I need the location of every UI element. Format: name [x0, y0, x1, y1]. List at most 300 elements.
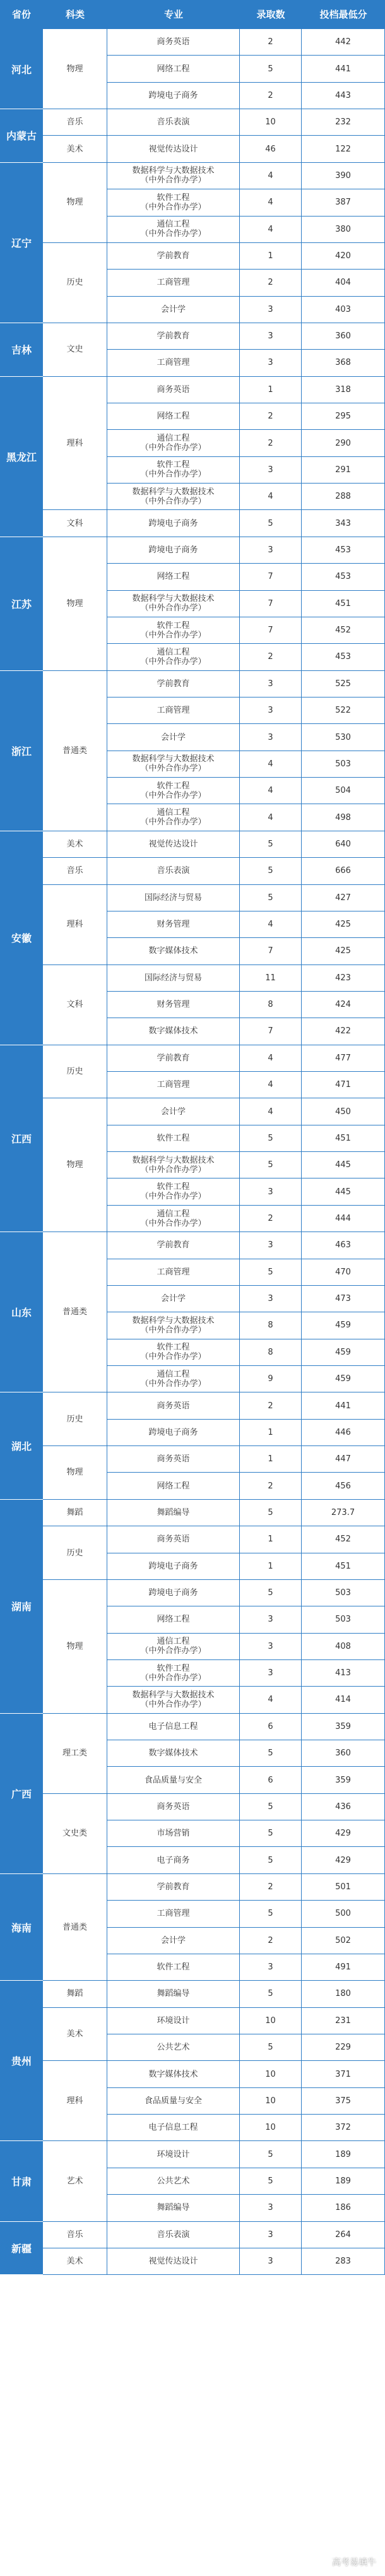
major-cell: 音乐表演: [107, 2222, 240, 2248]
province-cell: 海南: [0, 1874, 43, 1981]
province-cell: 河北: [0, 29, 43, 109]
min-score-cell: 459: [302, 1312, 385, 1339]
min-score-cell: 387: [302, 189, 385, 216]
min-score-cell: 452: [302, 1526, 385, 1553]
admitted-cell: 2: [240, 83, 302, 109]
major-cell: 工商管理: [107, 1259, 240, 1286]
province-cell: 贵州: [0, 1981, 43, 2141]
min-score-cell: 452: [302, 617, 385, 644]
admitted-cell: 5: [240, 1820, 302, 1847]
min-score-cell: 463: [302, 1232, 385, 1259]
major-cell: 工商管理: [107, 1901, 240, 1927]
min-score-cell: 522: [302, 697, 385, 724]
admitted-cell: 5: [240, 1901, 302, 1927]
watermark: 高考易填牛: [332, 2558, 376, 2568]
major-cell: 会计学: [107, 724, 240, 751]
category-cell: 物理: [43, 29, 107, 109]
admitted-cell: 2: [240, 1874, 302, 1901]
major-cell: 软件工程 （中外合作办学）: [107, 1178, 240, 1205]
major-cell: 舞蹈编导: [107, 1981, 240, 2007]
major-cell: 工商管理: [107, 697, 240, 724]
min-score-cell: 283: [302, 2248, 385, 2275]
min-score-cell: 343: [302, 510, 385, 537]
admitted-cell: 3: [240, 2195, 302, 2221]
admitted-cell: 4: [240, 751, 302, 778]
category-cell: 物理: [43, 1446, 107, 1500]
admitted-cell: 1: [240, 243, 302, 270]
min-score-cell: 504: [302, 778, 385, 804]
min-score-cell: 640: [302, 831, 385, 858]
min-score-cell: 503: [302, 1580, 385, 1606]
category-cell: 理工类: [43, 1714, 107, 1794]
major-cell: 市场营销: [107, 1820, 240, 1847]
admitted-cell: 3: [240, 2222, 302, 2248]
min-score-cell: 473: [302, 1286, 385, 1312]
min-score-cell: 491: [302, 1954, 385, 1981]
min-score-cell: 423: [302, 965, 385, 992]
min-score-cell: 359: [302, 1767, 385, 1793]
min-score-cell: 404: [302, 270, 385, 296]
min-score-cell: 424: [302, 992, 385, 1018]
category-cell: 历史: [43, 243, 107, 323]
min-score-cell: 229: [302, 2034, 385, 2061]
min-score-cell: 368: [302, 350, 385, 376]
min-score-cell: 425: [302, 938, 385, 965]
province-cell: 安徽: [0, 831, 43, 1045]
major-cell: 食品质量与安全: [107, 1767, 240, 1793]
major-cell: 学前教育: [107, 1232, 240, 1259]
min-score-cell: 264: [302, 2222, 385, 2248]
min-score-cell: 470: [302, 1259, 385, 1286]
category-cell: 文史类: [43, 1794, 107, 1874]
min-score-cell: 503: [302, 751, 385, 778]
major-cell: 电子信息工程: [107, 2115, 240, 2141]
min-score-cell: 359: [302, 1714, 385, 1740]
major-cell: 财务管理: [107, 992, 240, 1018]
admitted-cell: 5: [240, 1981, 302, 2007]
major-cell: 跨境电子商务: [107, 1553, 240, 1580]
admitted-cell: 11: [240, 965, 302, 992]
min-score-cell: 459: [302, 1339, 385, 1366]
admitted-cell: 9: [240, 1366, 302, 1392]
admitted-cell: 10: [240, 2115, 302, 2141]
major-cell: 商务英语: [107, 1794, 240, 1820]
min-score-cell: 447: [302, 1446, 385, 1473]
admitted-cell: 2: [240, 1473, 302, 1499]
major-cell: 舞蹈编导: [107, 2195, 240, 2221]
admitted-cell: 4: [240, 778, 302, 804]
major-cell: 软件工程 （中外合作办学）: [107, 617, 240, 644]
admitted-cell: 1: [240, 1553, 302, 1580]
province-cell: 山东: [0, 1232, 43, 1392]
admitted-cell: 4: [240, 1687, 302, 1713]
admitted-cell: 5: [240, 56, 302, 82]
major-cell: 数字媒体技术: [107, 2061, 240, 2087]
category-cell: 美术: [43, 2248, 107, 2275]
major-cell: 数据科学与大数据技术 （中外合作办学）: [107, 484, 240, 510]
major-cell: 软件工程: [107, 1125, 240, 1152]
category-cell: 舞蹈: [43, 1981, 107, 2007]
category-cell: 音乐: [43, 858, 107, 884]
major-cell: 数据科学与大数据技术 （中外合作办学）: [107, 751, 240, 778]
major-cell: 食品质量与安全: [107, 2088, 240, 2115]
admitted-cell: 5: [240, 1740, 302, 1767]
category-cell: 历史: [43, 1526, 107, 1580]
min-score-cell: 189: [302, 2141, 385, 2168]
category-cell: 物理: [43, 1580, 107, 1714]
min-score-cell: 503: [302, 1606, 385, 1633]
min-score-cell: 288: [302, 484, 385, 510]
province-cell: 浙江: [0, 671, 43, 831]
admitted-cell: 7: [240, 938, 302, 965]
major-cell: 软件工程 （中外合作办学）: [107, 1660, 240, 1687]
admitted-cell: 5: [240, 2168, 302, 2195]
admitted-cell: 2: [240, 270, 302, 296]
admitted-cell: 3: [240, 297, 302, 323]
admitted-cell: 2: [240, 29, 302, 56]
admitted-cell: 5: [240, 1259, 302, 1286]
min-score-cell: 390: [302, 163, 385, 189]
major-cell: 跨境电子商务: [107, 83, 240, 109]
min-score-cell: 427: [302, 885, 385, 911]
min-score-cell: 422: [302, 1018, 385, 1045]
category-cell: 普通类: [43, 1232, 107, 1392]
admitted-cell: 3: [240, 1286, 302, 1312]
admitted-cell: 2: [240, 1928, 302, 1954]
major-cell: 软件工程 （中外合作办学）: [107, 189, 240, 216]
admitted-cell: 3: [240, 1606, 302, 1633]
category-cell: 音乐: [43, 2222, 107, 2248]
min-score-cell: 360: [302, 1740, 385, 1767]
category-cell: 理科: [43, 885, 107, 965]
admitted-cell: 2: [240, 1206, 302, 1232]
major-cell: 网络工程: [107, 564, 240, 590]
min-score-cell: 666: [302, 858, 385, 884]
major-cell: 商务英语: [107, 1526, 240, 1553]
major-cell: 通信工程 （中外合作办学）: [107, 644, 240, 670]
admitted-cell: 5: [240, 831, 302, 858]
min-score-cell: 408: [302, 1634, 385, 1660]
major-cell: 数字媒体技术: [107, 1740, 240, 1767]
admitted-cell: 8: [240, 992, 302, 1018]
min-score-cell: 441: [302, 56, 385, 82]
header-major: 专业: [163, 9, 183, 20]
admitted-cell: 5: [240, 885, 302, 911]
major-cell: 国际经济与贸易: [107, 885, 240, 911]
min-score-cell: 525: [302, 671, 385, 697]
min-score-cell: 456: [302, 1473, 385, 1499]
admitted-cell: 7: [240, 591, 302, 617]
major-cell: 学前教育: [107, 1045, 240, 1072]
category-cell: 文科: [43, 965, 107, 1045]
major-cell: 电子信息工程: [107, 1714, 240, 1740]
min-score-cell: 451: [302, 591, 385, 617]
admitted-cell: 3: [240, 1660, 302, 1687]
major-cell: 通信工程 （中外合作办学）: [107, 1634, 240, 1660]
major-cell: 环境设计: [107, 2141, 240, 2168]
category-cell: 普通类: [43, 1874, 107, 1981]
min-score-cell: 453: [302, 564, 385, 590]
province-cell: 甘肃: [0, 2141, 43, 2221]
province-cell: 江苏: [0, 537, 43, 671]
admitted-cell: 1: [240, 1446, 302, 1473]
admitted-cell: 2: [240, 1392, 302, 1419]
major-cell: 工商管理: [107, 270, 240, 296]
major-cell: 学前教育: [107, 243, 240, 270]
min-score-cell: 273.7: [302, 1500, 385, 1526]
major-cell: 通信工程 （中外合作办学）: [107, 1206, 240, 1232]
province-cell: 黑龙江: [0, 377, 43, 537]
admitted-cell: 5: [240, 2141, 302, 2168]
category-cell: 美术: [43, 831, 107, 858]
major-cell: 商务英语: [107, 377, 240, 403]
category-cell: 文史: [43, 323, 107, 377]
category-cell: 历史: [43, 1392, 107, 1446]
major-cell: 通信工程 （中外合作办学）: [107, 430, 240, 456]
major-cell: 通信工程 （中外合作办学）: [107, 804, 240, 831]
min-score-cell: 375: [302, 2088, 385, 2115]
admitted-cell: 3: [240, 2248, 302, 2275]
admitted-cell: 4: [240, 804, 302, 831]
major-cell: 视觉传达设计: [107, 831, 240, 858]
min-score-cell: 413: [302, 1660, 385, 1687]
major-cell: 工商管理: [107, 350, 240, 376]
major-cell: 数字媒体技术: [107, 938, 240, 965]
admitted-cell: 5: [240, 1152, 302, 1178]
major-cell: 数据科学与大数据技术 （中外合作办学）: [107, 1312, 240, 1339]
admitted-cell: 4: [240, 189, 302, 216]
major-cell: 跨境电子商务: [107, 510, 240, 537]
major-cell: 学前教育: [107, 323, 240, 350]
province-cell: 新疆: [0, 2222, 43, 2276]
min-score-cell: 502: [302, 1928, 385, 1954]
province-cell: 吉林: [0, 323, 43, 377]
admitted-cell: 6: [240, 1767, 302, 1793]
min-score-cell: 450: [302, 1098, 385, 1125]
min-score-cell: 453: [302, 537, 385, 564]
major-cell: 商务英语: [107, 1392, 240, 1419]
major-cell: 会计学: [107, 297, 240, 323]
header-province: 省份: [11, 9, 31, 20]
admitted-cell: 3: [240, 323, 302, 350]
admitted-cell: 5: [240, 1794, 302, 1820]
category-cell: 理科: [43, 2061, 107, 2141]
min-score-cell: 453: [302, 644, 385, 670]
admitted-cell: 3: [240, 1634, 302, 1660]
major-cell: 会计学: [107, 1286, 240, 1312]
major-cell: 财务管理: [107, 911, 240, 938]
major-cell: 工商管理: [107, 1072, 240, 1098]
admitted-cell: 3: [240, 697, 302, 724]
admitted-cell: 3: [240, 457, 302, 484]
min-score-cell: 420: [302, 243, 385, 270]
admitted-cell: 1: [240, 377, 302, 403]
admitted-cell: 1: [240, 1526, 302, 1553]
header-category: 科类: [65, 9, 85, 20]
admitted-cell: 3: [240, 537, 302, 564]
min-score-cell: 403: [302, 297, 385, 323]
admitted-cell: 4: [240, 163, 302, 189]
min-score-cell: 295: [302, 403, 385, 430]
admitted-cell: 5: [240, 1125, 302, 1152]
category-cell: 舞蹈: [43, 1500, 107, 1526]
major-cell: 视觉传达设计: [107, 136, 240, 162]
major-cell: 公共艺术: [107, 2168, 240, 2195]
province-cell: 辽宁: [0, 163, 43, 323]
admitted-cell: 5: [240, 1500, 302, 1526]
min-score-cell: 442: [302, 29, 385, 56]
min-score-cell: 371: [302, 2061, 385, 2087]
admitted-cell: 8: [240, 1312, 302, 1339]
min-score-cell: 451: [302, 1125, 385, 1152]
admitted-cell: 10: [240, 2008, 302, 2034]
header-admitted: 录取数: [256, 9, 285, 20]
min-score-cell: 436: [302, 1794, 385, 1820]
admitted-cell: 4: [240, 217, 302, 243]
min-score-cell: 122: [302, 136, 385, 162]
admitted-cell: 3: [240, 1178, 302, 1205]
province-cell: 湖北: [0, 1392, 43, 1499]
min-score-cell: 444: [302, 1206, 385, 1232]
major-cell: 环境设计: [107, 2008, 240, 2034]
major-cell: 数字媒体技术: [107, 1018, 240, 1045]
min-score-cell: 360: [302, 323, 385, 350]
admitted-cell: 10: [240, 2061, 302, 2087]
admitted-cell: 3: [240, 1954, 302, 1981]
min-score-cell: 186: [302, 2195, 385, 2221]
min-score-cell: 443: [302, 83, 385, 109]
admitted-cell: 5: [240, 510, 302, 537]
admitted-cell: 46: [240, 136, 302, 162]
category-cell: 物理: [43, 163, 107, 243]
admitted-cell: 7: [240, 564, 302, 590]
major-cell: 网络工程: [107, 56, 240, 82]
min-score-cell: 425: [302, 911, 385, 938]
major-cell: 软件工程 （中外合作办学）: [107, 1339, 240, 1366]
major-cell: 音乐表演: [107, 109, 240, 136]
min-score-cell: 180: [302, 1981, 385, 2007]
min-score-cell: 189: [302, 2168, 385, 2195]
major-cell: 电子商务: [107, 1847, 240, 1873]
admitted-cell: 3: [240, 671, 302, 697]
major-cell: 国际经济与贸易: [107, 965, 240, 992]
major-cell: 软件工程 （中外合作办学）: [107, 457, 240, 484]
admitted-cell: 5: [240, 1847, 302, 1873]
category-cell: 物理: [43, 537, 107, 671]
admitted-cell: 5: [240, 2034, 302, 2061]
major-cell: 数据科学与大数据技术 （中外合作办学）: [107, 163, 240, 189]
category-cell: 普通类: [43, 671, 107, 831]
admitted-cell: 10: [240, 2088, 302, 2115]
min-score-cell: 445: [302, 1152, 385, 1178]
category-cell: 音乐: [43, 109, 107, 136]
major-cell: 网络工程: [107, 1606, 240, 1633]
min-score-cell: 372: [302, 2115, 385, 2141]
min-score-cell: 232: [302, 109, 385, 136]
major-cell: 网络工程: [107, 1473, 240, 1499]
admitted-cell: 4: [240, 1072, 302, 1098]
province-cell: 广西: [0, 1714, 43, 1874]
min-score-cell: 446: [302, 1420, 385, 1446]
province-cell: 湖南: [0, 1500, 43, 1714]
major-cell: 通信工程 （中外合作办学）: [107, 217, 240, 243]
major-cell: 会计学: [107, 1928, 240, 1954]
min-score-cell: 414: [302, 1687, 385, 1713]
admitted-cell: 1: [240, 1420, 302, 1446]
major-cell: 数据科学与大数据技术 （中外合作办学）: [107, 591, 240, 617]
major-cell: 会计学: [107, 1098, 240, 1125]
major-cell: 商务英语: [107, 1446, 240, 1473]
category-cell: 美术: [43, 2008, 107, 2062]
admitted-cell: 4: [240, 484, 302, 510]
major-cell: 网络工程: [107, 403, 240, 430]
major-cell: 软件工程: [107, 1954, 240, 1981]
min-score-cell: 291: [302, 457, 385, 484]
province-cell: 内蒙古: [0, 109, 43, 163]
major-cell: 通信工程 （中外合作办学）: [107, 1366, 240, 1392]
category-cell: 文科: [43, 510, 107, 537]
admitted-cell: 4: [240, 1098, 302, 1125]
major-cell: 跨境电子商务: [107, 1420, 240, 1446]
header-min-score: 投档最低分: [319, 9, 367, 20]
min-score-cell: 429: [302, 1820, 385, 1847]
min-score-cell: 530: [302, 724, 385, 751]
min-score-cell: 445: [302, 1178, 385, 1205]
min-score-cell: 429: [302, 1847, 385, 1873]
category-cell: 历史: [43, 1045, 107, 1099]
min-score-cell: 290: [302, 430, 385, 456]
category-cell: 物理: [43, 1098, 107, 1232]
min-score-cell: 477: [302, 1045, 385, 1072]
major-cell: 舞蹈编导: [107, 1500, 240, 1526]
admitted-cell: 5: [240, 1580, 302, 1606]
major-cell: 学前教育: [107, 1874, 240, 1901]
min-score-cell: 451: [302, 1553, 385, 1580]
category-cell: 美术: [43, 136, 107, 162]
admitted-cell: 2: [240, 403, 302, 430]
major-cell: 跨境电子商务: [107, 1580, 240, 1606]
major-cell: 软件工程 （中外合作办学）: [107, 778, 240, 804]
table-header: [0, 0, 385, 29]
admitted-cell: 4: [240, 911, 302, 938]
min-score-cell: 380: [302, 217, 385, 243]
min-score-cell: 471: [302, 1072, 385, 1098]
admitted-cell: 3: [240, 724, 302, 751]
major-cell: 数据科学与大数据技术 （中外合作办学）: [107, 1152, 240, 1178]
major-cell: 数据科学与大数据技术 （中外合作办学）: [107, 1687, 240, 1713]
category-cell: 艺术: [43, 2141, 107, 2221]
min-score-cell: 441: [302, 1392, 385, 1419]
admitted-cell: 3: [240, 1232, 302, 1259]
admitted-cell: 8: [240, 1339, 302, 1366]
admitted-cell: 10: [240, 109, 302, 136]
major-cell: 学前教育: [107, 671, 240, 697]
province-cell: 江西: [0, 1045, 43, 1233]
min-score-cell: 500: [302, 1901, 385, 1927]
major-cell: 跨境电子商务: [107, 537, 240, 564]
min-score-cell: 318: [302, 377, 385, 403]
admitted-cell: 5: [240, 858, 302, 884]
admitted-cell: 2: [240, 430, 302, 456]
admitted-cell: 3: [240, 350, 302, 376]
min-score-cell: 231: [302, 2008, 385, 2034]
min-score-cell: 501: [302, 1874, 385, 1901]
major-cell: 视觉传达设计: [107, 2248, 240, 2275]
admitted-cell: 7: [240, 1018, 302, 1045]
major-cell: 商务英语: [107, 29, 240, 56]
category-cell: 理科: [43, 377, 107, 511]
major-cell: 音乐表演: [107, 858, 240, 884]
